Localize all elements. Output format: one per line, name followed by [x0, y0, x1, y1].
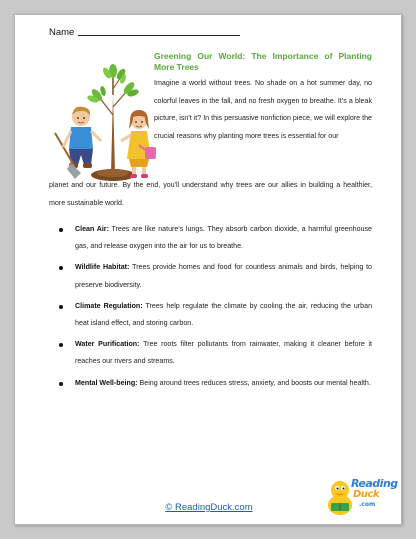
- name-field[interactable]: [49, 27, 240, 38]
- intro-text-part1: Imagine a world without trees. No shade on a hot summer day, no colorful leaves in the fall, and no fresh oxygen to breathe. It's a bleak picture, isn't it? In this persuasive nonfiction piece, we will explore the crucial reasons why planting more trees is essential for our: [154, 79, 372, 140]
- kids-planting-tree-illustration: [41, 55, 159, 185]
- list-item-label: Water Purification:: [75, 340, 140, 349]
- list-item: [49, 375, 372, 392]
- list-item-text: Tree roots filter pollutants from rainwater, making it cleaner before it reaches our rivers and streams.: [75, 340, 373, 366]
- intro-text-part2: planet and our future. By the end, you'll understand why trees are our allies in building a healthier, more sustainable world.: [49, 181, 372, 207]
- readingduck-link[interactable]: © ReadingDuck.com: [165, 502, 253, 513]
- readingduck-logo[interactable]: [325, 475, 398, 517]
- bullet-icon: [59, 382, 63, 386]
- bullet-icon: [59, 228, 63, 232]
- bullet-icon: [59, 266, 63, 270]
- list-item-text: Trees help regulate the climate by cooling the air, reducing the urban heat island effect, and storing carbon.: [75, 301, 373, 328]
- list-item-text: Being around trees reduces stress, anxiety, and boosts our mental health.: [139, 378, 371, 387]
- list-item-label: Clean Air:: [75, 225, 109, 233]
- list-item: [49, 336, 372, 370]
- list-item-text: Trees provide homes and food for countless animals and birds, helping to preserve biodiversity.: [75, 263, 373, 289]
- list-item-label: Mental Well-being:: [75, 378, 138, 387]
- name-blank-line[interactable]: [78, 28, 240, 36]
- logo-text-com: .com: [359, 501, 376, 508]
- worksheet-title: Greening Our World: The Importance of Planting More Trees: [154, 51, 372, 72]
- list-item: [49, 221, 372, 255]
- list-item-label: Wildlife Habitat:: [75, 263, 130, 272]
- intro-paragraph-continued: [49, 177, 372, 212]
- logo-text-reading: Reading: [351, 477, 398, 490]
- intro-paragraph-wrapped: [154, 75, 372, 145]
- list-item: [49, 259, 372, 293]
- reasons-list: [49, 221, 372, 396]
- logo-text-duck: Duck: [353, 489, 379, 500]
- worksheet-page: [14, 14, 402, 525]
- list-item-text: Trees are like nature's lungs. They absorb carbon dioxide, a harmful greenhouse gas, and release oxygen into the air for us to breathe.: [75, 225, 373, 251]
- list-item: [49, 298, 372, 332]
- bullet-icon: [59, 343, 63, 347]
- list-item-label: Climate Regulation:: [75, 301, 143, 310]
- bullet-icon: [59, 305, 63, 309]
- name-label: Name: [49, 27, 75, 38]
